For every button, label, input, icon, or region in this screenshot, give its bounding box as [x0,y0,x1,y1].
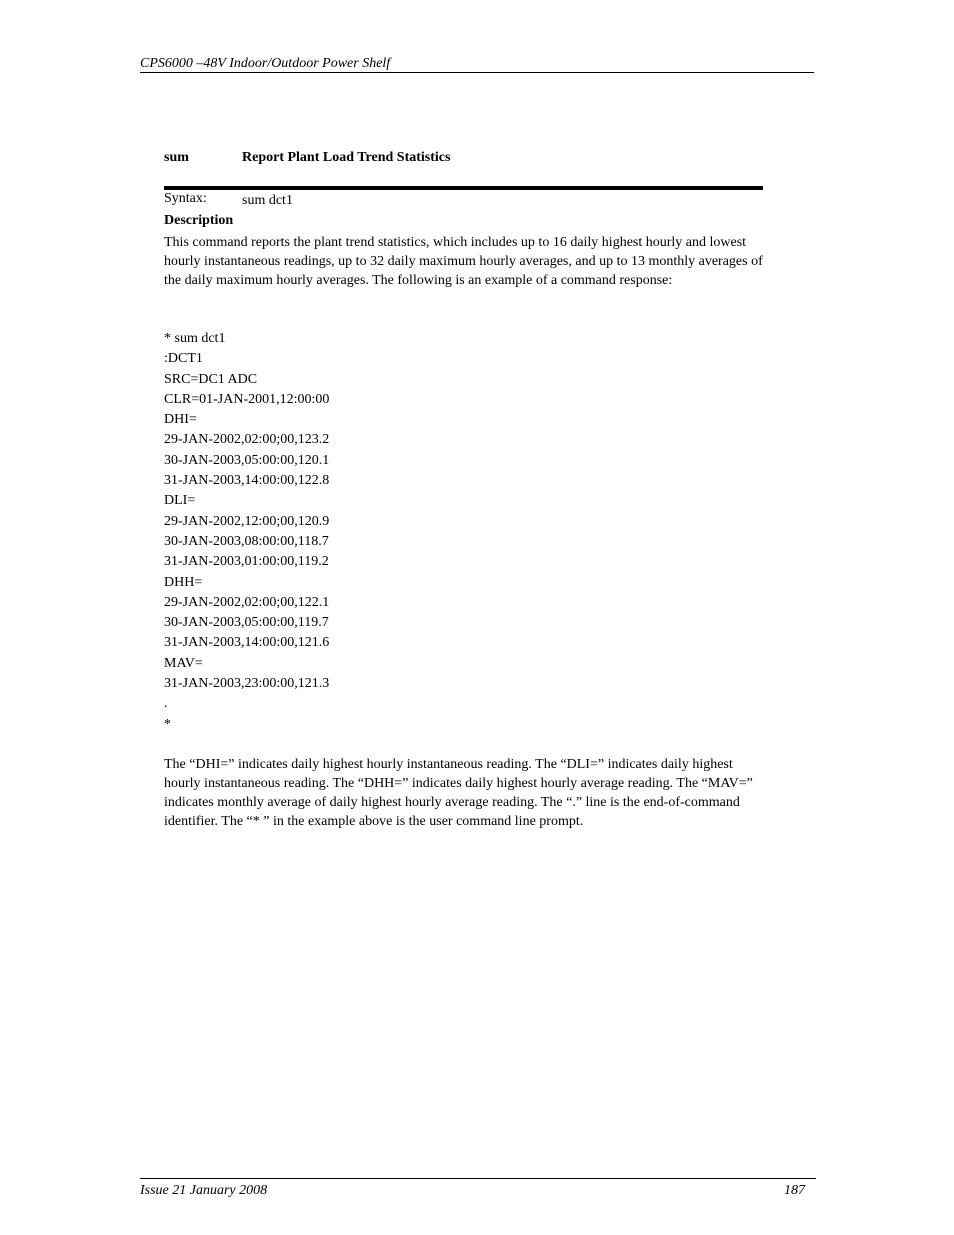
response-line: :DCT1 [164,351,203,367]
response-line: DHH= [164,574,203,590]
response-line: 31-JAN-2003,01:00:00,119.2 [164,554,329,570]
description-heading: Description [164,213,234,228]
document-title: CPS6000 –48V Indoor/Outdoor Power Shelf [140,56,391,71]
response-line: DLI= [164,493,196,509]
explanation-paragraph: The “DHI=” indicates daily highest hourly instantaneous reading. The “DLI=” indicates daily highest hourly instantaneous reading. The “DHH=” indicates daily highest hourly average reading. The “MAV=” indicates monthly average of daily highest hourly average reading. The “.” line is the end-of-command identifier. The “* ” in the example above is the user command line prompt. [164,757,753,829]
footer-divider [140,1178,816,1179]
command-title: Report Plant Load Trend Statistics [242,150,451,165]
response-line: 30-JAN-2003,05:00:00,119.7 [164,615,329,631]
response-line: * [164,716,171,732]
response-line: SRC=DC1 ADC [164,371,258,387]
syntax-label: Syntax: [164,191,207,206]
response-line: 29-JAN-2002,12:00;00,120.9 [164,513,330,529]
response-line: 30-JAN-2003,05:00:00,120.1 [164,452,330,468]
syntax-value: sum dct1 [242,193,293,208]
response-line: 29-JAN-2002,02:00;00,123.2 [164,432,330,448]
response-line: 31-JAN-2003,14:00:00,121.6 [164,635,330,651]
response-line: 30-JAN-2003,08:00:00,118.7 [164,533,329,549]
command-name: sum [164,150,189,165]
description-text: This command reports the plant trend statistics, which includes up to 16 daily highest hourly and lowest hourly instantaneous readings, up to 32 daily maximum hourly averages, and up to 13 monthly averages of the daily maximum hourly averages. The following is an example of a command response: [164,235,763,288]
response-line: * sum dct1 [164,331,226,346]
issue-date: Issue 21 January 2008 [140,1183,268,1198]
response-line: CLR=01-JAN-2001,12:00:00 [164,391,330,407]
response-line: 31-JAN-2003,14:00:00,122.8 [164,473,330,489]
header-divider [140,72,814,73]
response-line: 29-JAN-2002,02:00;00,122.1 [164,594,330,610]
command-divider [164,186,763,190]
page-number: 187 [784,1183,805,1198]
response-line: 31-JAN-2003,23:00:00,121.3 [164,676,330,692]
response-line: MAV= [164,655,203,671]
response-line: DHI= [164,412,197,428]
response-line: . [164,696,168,712]
command-response-example [164,329,329,735]
